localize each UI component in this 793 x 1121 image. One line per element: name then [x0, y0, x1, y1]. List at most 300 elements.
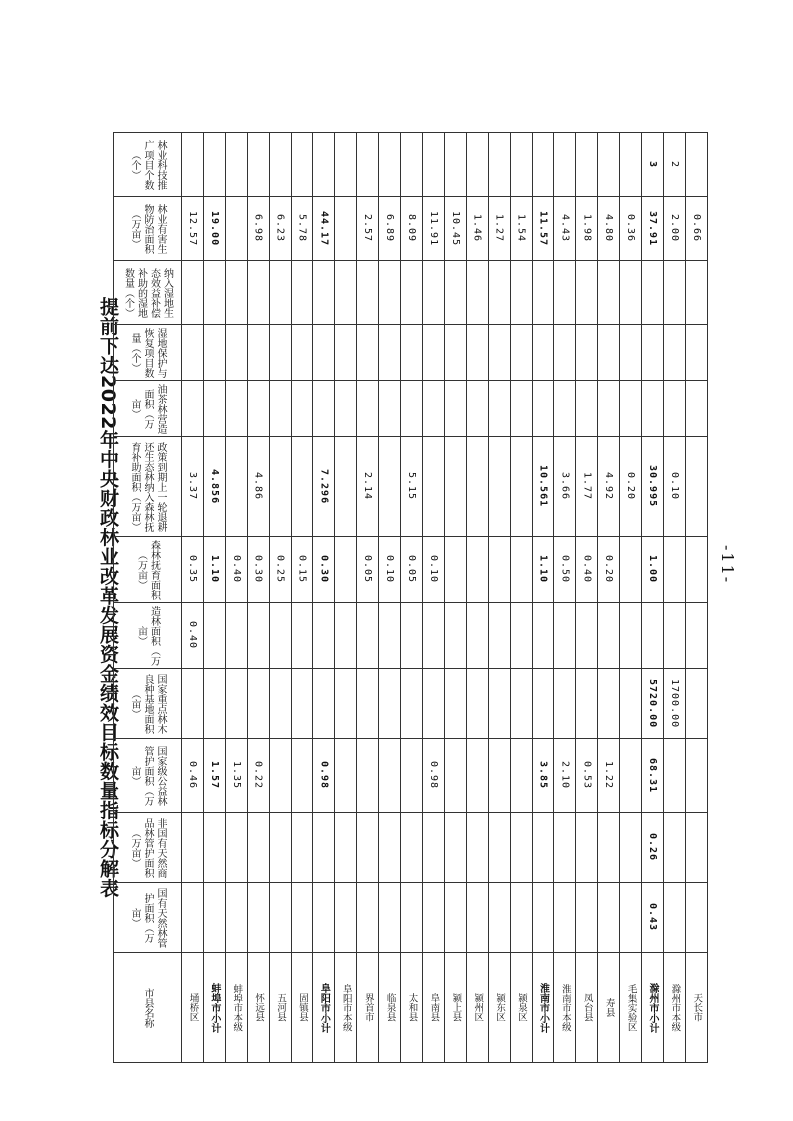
value-cell	[291, 537, 313, 603]
region-name: 毛集实验区	[625, 983, 637, 1032]
column-header	[114, 739, 182, 813]
value-cell	[357, 813, 379, 883]
value-cell	[488, 133, 510, 197]
value-cell	[466, 813, 488, 883]
value-cell	[685, 133, 707, 197]
value-cell	[576, 261, 598, 325]
value-cell	[685, 381, 707, 437]
value-cell	[291, 813, 313, 883]
cell-value: 0.35	[186, 555, 198, 584]
value-cell	[269, 537, 291, 603]
value-cell	[620, 261, 642, 325]
region-name: 界首市	[362, 993, 374, 1022]
cell-value: 5.78	[296, 214, 308, 243]
region-name: 淮南市小计	[537, 982, 549, 1033]
value-cell	[291, 437, 313, 537]
value-cell	[576, 381, 598, 437]
value-cell	[510, 381, 532, 437]
value-cell	[401, 325, 423, 381]
table-row	[114, 437, 708, 537]
region-name: 临泉县	[384, 993, 396, 1022]
value-cell	[203, 325, 225, 381]
value-cell	[620, 813, 642, 883]
table-row	[114, 739, 708, 813]
region-name: 埇桥区	[187, 993, 199, 1022]
table-row	[114, 325, 708, 381]
value-cell	[422, 437, 444, 537]
value-cell	[444, 325, 466, 381]
value-cell	[203, 883, 225, 953]
cell-value: 0.22	[252, 761, 264, 790]
value-cell	[313, 133, 335, 197]
value-cell	[401, 437, 423, 537]
value-cell	[247, 197, 269, 261]
value-cell	[620, 603, 642, 669]
table-row	[114, 261, 708, 325]
cell-value: 0.10	[384, 555, 396, 584]
region-name-cell	[379, 953, 401, 1063]
value-cell	[335, 883, 357, 953]
value-cell	[576, 537, 598, 603]
value-cell	[401, 669, 423, 739]
value-cell	[291, 603, 313, 669]
column-header	[114, 197, 182, 261]
value-cell	[203, 739, 225, 813]
value-cell	[203, 669, 225, 739]
value-cell	[225, 537, 247, 603]
value-cell	[379, 813, 401, 883]
value-cell	[247, 133, 269, 197]
value-cell	[532, 603, 554, 669]
region-name-cell	[598, 953, 620, 1063]
value-cell	[444, 537, 466, 603]
value-cell	[422, 739, 444, 813]
region-name-cell	[663, 953, 685, 1063]
value-cell	[554, 261, 576, 325]
cell-value: 3.85	[537, 761, 549, 790]
cell-value: 1.98	[581, 214, 593, 243]
cell-value: 1.35	[230, 761, 242, 790]
value-cell	[620, 669, 642, 739]
value-cell	[488, 437, 510, 537]
value-cell	[466, 537, 488, 603]
value-cell	[598, 603, 620, 669]
region-name-cell	[576, 953, 598, 1063]
value-cell	[225, 197, 247, 261]
value-cell	[291, 197, 313, 261]
column-header-label: 非国有天然商品林管护面积（万亩）	[129, 817, 166, 878]
value-cell	[335, 603, 357, 669]
cell-value: 10.561	[537, 465, 549, 508]
cell-value: 0.25	[274, 555, 286, 584]
cell-value: 1.77	[581, 472, 593, 501]
value-cell	[532, 669, 554, 739]
value-cell	[510, 133, 532, 197]
table-row	[114, 537, 708, 603]
value-cell	[444, 883, 466, 953]
table-row	[114, 953, 708, 1063]
table-row	[114, 603, 708, 669]
indicator-table	[113, 132, 708, 1063]
value-cell	[313, 325, 335, 381]
value-cell	[335, 197, 357, 261]
value-cell	[401, 537, 423, 603]
value-cell	[488, 325, 510, 381]
value-cell	[620, 325, 642, 381]
value-cell	[247, 603, 269, 669]
value-cell	[379, 325, 401, 381]
table-row	[114, 197, 708, 261]
column-header-label: 纳入湿地生态效益补偿补助的湿地数量（个）	[122, 267, 173, 318]
value-cell	[269, 437, 291, 537]
value-cell	[313, 437, 335, 537]
value-cell	[510, 739, 532, 813]
cell-value: 0.66	[690, 214, 702, 243]
value-cell	[466, 381, 488, 437]
cell-value: 4.43	[559, 214, 571, 243]
cell-value: 7.296	[318, 468, 330, 505]
value-cell	[488, 883, 510, 953]
value-cell	[444, 381, 466, 437]
value-cell	[357, 437, 379, 537]
value-cell	[291, 883, 313, 953]
value-cell	[269, 325, 291, 381]
value-cell	[642, 537, 664, 603]
value-cell	[313, 381, 335, 437]
value-cell	[510, 437, 532, 537]
value-cell	[247, 437, 269, 537]
value-cell	[642, 813, 664, 883]
value-cell	[182, 197, 204, 261]
value-cell	[401, 261, 423, 325]
cell-value: 4.856	[208, 468, 220, 505]
value-cell	[401, 133, 423, 197]
cell-value: 0.98	[427, 761, 439, 790]
region-name: 怀远县	[253, 993, 265, 1022]
cell-value: 0.43	[646, 903, 658, 932]
cell-value: 5.15	[406, 472, 418, 501]
value-cell	[357, 261, 379, 325]
value-cell	[642, 261, 664, 325]
value-cell	[444, 813, 466, 883]
value-cell	[532, 813, 554, 883]
value-cell	[225, 739, 247, 813]
value-cell	[663, 133, 685, 197]
value-cell	[379, 381, 401, 437]
value-cell	[444, 261, 466, 325]
value-cell	[685, 537, 707, 603]
value-cell	[357, 883, 379, 953]
region-name: 凤台县	[581, 993, 593, 1022]
value-cell	[532, 883, 554, 953]
value-cell	[247, 325, 269, 381]
value-cell	[685, 669, 707, 739]
value-cell	[247, 883, 269, 953]
cell-value: 11.91	[427, 210, 439, 247]
column-header	[114, 883, 182, 953]
value-cell	[598, 261, 620, 325]
value-cell	[554, 603, 576, 669]
column-header	[114, 437, 182, 537]
value-cell	[510, 603, 532, 669]
value-cell	[182, 381, 204, 437]
value-cell	[335, 813, 357, 883]
value-cell	[379, 197, 401, 261]
value-cell	[466, 603, 488, 669]
cell-value: 0.05	[362, 555, 374, 584]
cell-value: 2.00	[668, 214, 680, 243]
column-header	[114, 537, 182, 603]
value-cell	[598, 883, 620, 953]
value-cell	[663, 325, 685, 381]
region-name-cell	[685, 953, 707, 1063]
value-cell	[598, 739, 620, 813]
value-cell	[335, 261, 357, 325]
value-cell	[225, 437, 247, 537]
value-cell	[620, 739, 642, 813]
column-header-label: 国家重点林木良种基地面积（亩）	[129, 673, 166, 734]
value-cell	[554, 669, 576, 739]
value-cell	[225, 883, 247, 953]
value-cell	[510, 669, 532, 739]
value-cell	[401, 197, 423, 261]
cell-value: 2	[668, 160, 680, 169]
value-cell	[269, 813, 291, 883]
region-name: 颍上县	[450, 993, 462, 1022]
column-header	[114, 603, 182, 669]
value-cell	[488, 603, 510, 669]
value-cell	[182, 325, 204, 381]
column-header-label: 湿地保护与恢复项目数量（个）	[129, 327, 166, 378]
value-cell	[335, 537, 357, 603]
cell-value: 0.20	[625, 472, 637, 501]
value-cell	[488, 669, 510, 739]
value-cell	[401, 813, 423, 883]
value-cell	[422, 537, 444, 603]
value-cell	[269, 133, 291, 197]
value-cell	[554, 883, 576, 953]
value-cell	[422, 133, 444, 197]
value-cell	[598, 537, 620, 603]
value-cell	[335, 739, 357, 813]
value-cell	[247, 261, 269, 325]
value-cell	[663, 381, 685, 437]
value-cell	[576, 133, 598, 197]
cell-value: 1700.00	[668, 678, 680, 729]
value-cell	[269, 883, 291, 953]
value-cell	[203, 381, 225, 437]
value-cell	[444, 133, 466, 197]
page-title: 提前下达2022年中央财政林业改革发展资金绩效目标数量指标分解表	[97, 296, 119, 898]
value-cell	[335, 381, 357, 437]
cell-value: 37.91	[646, 210, 658, 247]
value-cell	[357, 669, 379, 739]
value-cell	[247, 739, 269, 813]
cell-value: 0.26	[646, 833, 658, 862]
value-cell	[313, 261, 335, 325]
cell-value: 2.57	[362, 214, 374, 243]
cell-value: 0.40	[581, 555, 593, 584]
value-cell	[444, 197, 466, 261]
value-cell	[313, 669, 335, 739]
cell-value: 0.40	[186, 621, 198, 650]
cell-value: 0.40	[230, 555, 242, 584]
value-cell	[532, 537, 554, 603]
value-cell	[269, 669, 291, 739]
value-cell	[466, 883, 488, 953]
value-cell	[357, 197, 379, 261]
value-cell	[510, 537, 532, 603]
value-cell	[379, 669, 401, 739]
value-cell	[510, 325, 532, 381]
value-cell	[663, 669, 685, 739]
value-cell	[685, 197, 707, 261]
column-header-label: 森林抚育面积（万亩）	[135, 539, 160, 600]
cell-value: 6.23	[274, 214, 286, 243]
cell-value: 4.80	[603, 214, 615, 243]
value-cell	[444, 739, 466, 813]
value-cell	[466, 739, 488, 813]
value-cell	[620, 381, 642, 437]
value-cell	[203, 537, 225, 603]
value-cell	[379, 133, 401, 197]
value-cell	[401, 883, 423, 953]
value-cell	[444, 669, 466, 739]
value-cell	[401, 381, 423, 437]
column-header	[114, 381, 182, 437]
cell-value: 1.10	[537, 555, 549, 584]
column-header-label: 市县名称	[142, 987, 153, 1028]
value-cell	[313, 813, 335, 883]
value-cell	[642, 739, 664, 813]
region-name-cell	[620, 953, 642, 1063]
value-cell	[379, 883, 401, 953]
value-cell	[620, 537, 642, 603]
value-cell	[598, 133, 620, 197]
value-cell	[422, 603, 444, 669]
value-cell	[313, 197, 335, 261]
cell-value: 1.27	[493, 214, 505, 243]
region-name-cell	[247, 953, 269, 1063]
cell-value: 19.00	[208, 210, 220, 247]
cell-value: 0.10	[427, 555, 439, 584]
value-cell	[357, 537, 379, 603]
column-header	[114, 813, 182, 883]
cell-value: 30.995	[646, 465, 658, 508]
value-cell	[182, 739, 204, 813]
value-cell	[576, 603, 598, 669]
value-cell	[466, 325, 488, 381]
region-name: 滁州市本级	[669, 983, 681, 1032]
value-cell	[291, 133, 313, 197]
cell-value: 0.20	[603, 555, 615, 584]
value-cell	[247, 537, 269, 603]
value-cell	[576, 739, 598, 813]
value-cell	[685, 813, 707, 883]
value-cell	[532, 739, 554, 813]
value-cell	[291, 261, 313, 325]
value-cell	[642, 197, 664, 261]
column-header	[114, 261, 182, 325]
value-cell	[642, 437, 664, 537]
value-cell	[379, 537, 401, 603]
value-cell	[269, 381, 291, 437]
value-cell	[554, 537, 576, 603]
value-cell	[357, 325, 379, 381]
cell-value: 10.45	[449, 210, 461, 247]
value-cell	[620, 197, 642, 261]
value-cell	[379, 437, 401, 537]
value-cell	[576, 325, 598, 381]
cell-value: 12.57	[186, 210, 198, 247]
value-cell	[663, 437, 685, 537]
region-name: 寿县	[603, 998, 615, 1017]
cell-value: 1.57	[208, 761, 220, 790]
value-cell	[225, 261, 247, 325]
value-cell	[379, 261, 401, 325]
value-cell	[422, 883, 444, 953]
column-header-label: 造林面积（万亩）	[135, 605, 160, 666]
cell-value: 1.22	[603, 761, 615, 790]
value-cell	[510, 261, 532, 325]
value-cell	[269, 197, 291, 261]
cell-value: 3	[646, 160, 658, 169]
value-cell	[642, 133, 664, 197]
region-name: 淮南市本级	[559, 983, 571, 1032]
value-cell	[663, 883, 685, 953]
region-name-cell	[422, 953, 444, 1063]
cell-value: 6.98	[252, 214, 264, 243]
value-cell	[642, 381, 664, 437]
value-cell	[663, 197, 685, 261]
value-cell	[182, 133, 204, 197]
value-cell	[554, 197, 576, 261]
value-cell	[685, 261, 707, 325]
column-header	[114, 953, 182, 1063]
value-cell	[488, 197, 510, 261]
value-cell	[291, 381, 313, 437]
value-cell	[576, 197, 598, 261]
cell-value: 2.14	[362, 472, 374, 501]
cell-value: 1.46	[471, 214, 483, 243]
value-cell	[488, 813, 510, 883]
column-header	[114, 133, 182, 197]
cell-value: 0.46	[186, 761, 198, 790]
value-cell	[247, 813, 269, 883]
region-name-cell	[488, 953, 510, 1063]
page-number: -11-	[718, 545, 737, 585]
value-cell	[269, 603, 291, 669]
value-cell	[598, 669, 620, 739]
value-cell	[663, 739, 685, 813]
value-cell	[182, 537, 204, 603]
value-cell	[598, 197, 620, 261]
value-cell	[291, 739, 313, 813]
region-name-cell	[313, 953, 335, 1063]
value-cell	[444, 437, 466, 537]
cell-value: 0.53	[581, 761, 593, 790]
value-cell	[620, 133, 642, 197]
region-name: 阜阳市小计	[318, 982, 330, 1033]
table-row	[114, 381, 708, 437]
region-name-cell	[466, 953, 488, 1063]
cell-value: 1.54	[515, 214, 527, 243]
value-cell	[225, 603, 247, 669]
cell-value: 0.50	[559, 555, 571, 584]
table-row	[114, 669, 708, 739]
region-name: 天长市	[691, 993, 703, 1022]
table-row	[114, 883, 708, 953]
